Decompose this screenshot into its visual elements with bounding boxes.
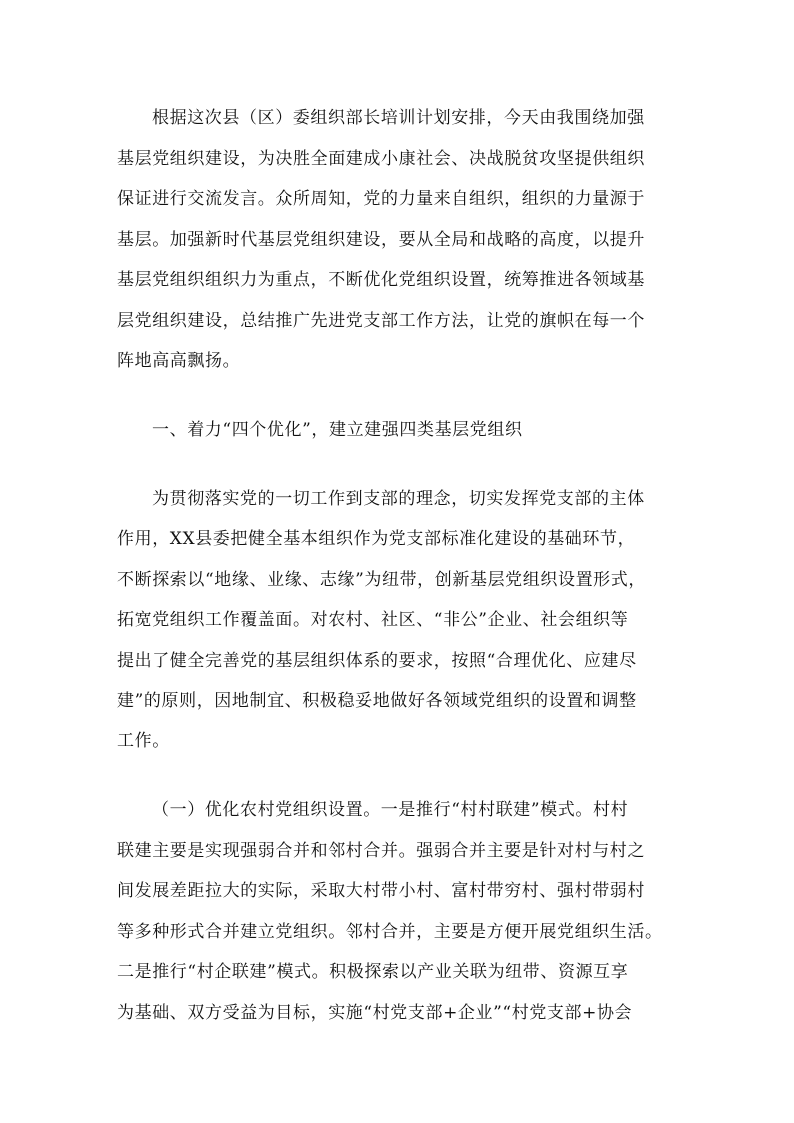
- body-line: （一）优化农村党组织设置。一是推行“村村联建”模式。村村: [152, 800, 629, 820]
- body-line: 作用，XX县委把健全基本组织作为党支部标准化建设的基础环节，: [117, 529, 636, 549]
- intro-line: 基层党组织建设，为决胜全面建成小康社会、决战脱贫攻坚提供组织: [117, 149, 645, 169]
- section-heading: 一、着力“四个优化”，建立建强四类基层党组织: [152, 420, 523, 440]
- intro-line: 根据这次县（区）委组织部长培训计划安排，今天由我围绕加强: [152, 108, 645, 128]
- intro-line: 层党组织建设，总结推广先进党支部工作方法，让党的旗帜在每一个: [117, 311, 645, 331]
- body-line: 为基础、双方受益为目标，实施“村党支部+企业”“村党支部+协会: [117, 1003, 633, 1023]
- body-line: 联建主要是实现强弱合并和邻村合并。强弱合并主要是针对村与村之: [117, 841, 645, 861]
- intro-line: 基层。加强新时代基层党组织建设，要从全局和战略的高度，以提升: [117, 230, 645, 250]
- intro-line: 基层党组织组织力为重点，不断优化党组织设置，统筹推进各领域基: [117, 270, 645, 290]
- body-line: 工作。: [117, 731, 170, 751]
- body-line: 提出了健全完善党的基层组织体系的要求，按照“合理优化、应建尽: [117, 651, 637, 671]
- body-line: 等多种形式合并建立党组织。邻村合并，主要是方便开展党组织生活。: [117, 922, 663, 942]
- body-line: 建”的原则，因地制宜、积极稳妥地做好各领域党组织的设置和调整: [117, 691, 637, 711]
- body-line: 为贯彻落实党的一切工作到支部的理念，切实发挥党支部的主体: [152, 489, 645, 509]
- body-line: 二是推行“村企联建”模式。积极探索以产业关联为纽带、资源互享: [117, 962, 629, 982]
- body-line: 不断探索以“地缘、业缘、志缘”为纽带，创新基层党组织设置形式，: [117, 570, 646, 590]
- intro-line: 保证进行交流发言。众所周知，党的力量来自组织，组织的力量源于: [117, 189, 645, 209]
- intro-line: 阵地高高飘扬。: [117, 351, 241, 371]
- body-line: 间发展差距拉大的实际，采取大村带小村、富村带穷村、强村带弱村: [117, 881, 645, 901]
- body-line: 拓宽党组织工作覆盖面。对农村、社区、“非公”企业、社会组织等: [117, 610, 629, 630]
